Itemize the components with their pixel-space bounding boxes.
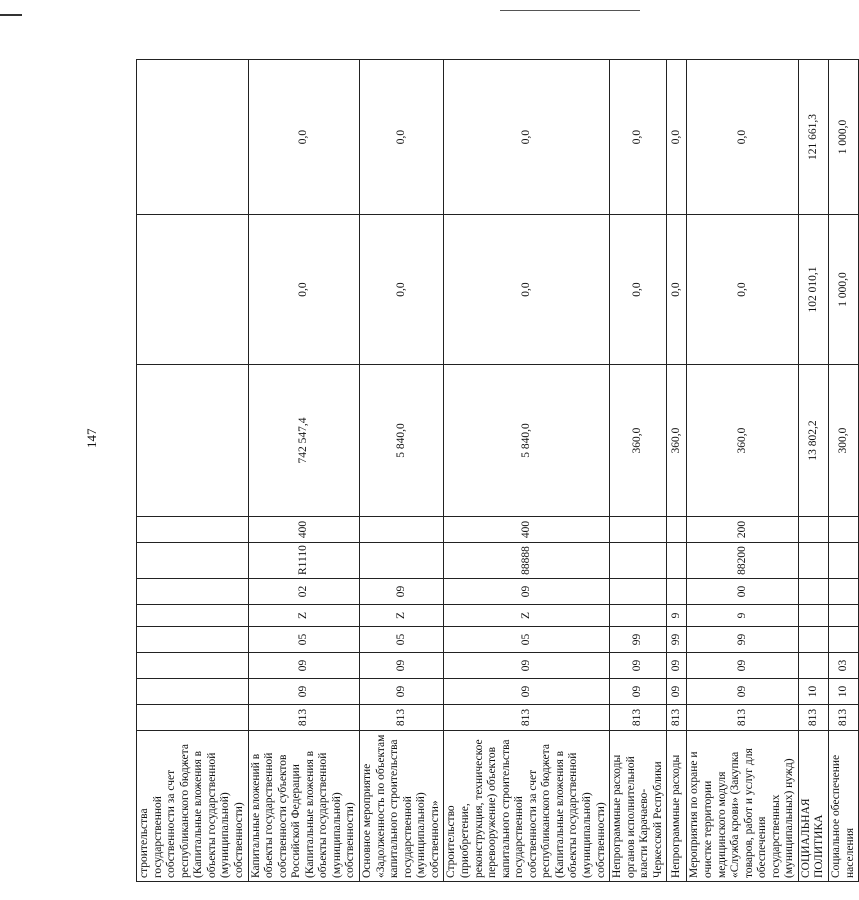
row-name-cell: Социальное обеспечение населения bbox=[829, 731, 859, 882]
code-cell: 99 bbox=[687, 627, 799, 653]
code-cell: 09 bbox=[444, 653, 610, 679]
code-cell: Z bbox=[248, 605, 360, 627]
amount-cell: 1 000,0 bbox=[829, 60, 859, 215]
code-cell bbox=[829, 579, 859, 605]
code-cell: 813 bbox=[444, 705, 610, 731]
amount-cell: 0,0 bbox=[687, 60, 799, 215]
code-cell: 813 bbox=[248, 705, 360, 731]
code-cell: 09 bbox=[360, 579, 444, 605]
code-cell: 09 bbox=[667, 679, 687, 705]
code-cell bbox=[360, 517, 444, 543]
table-body bbox=[137, 60, 859, 882]
code-cell bbox=[137, 705, 249, 731]
code-cell: 09 bbox=[248, 653, 360, 679]
header-rule bbox=[500, 10, 640, 11]
code-cell: 09 bbox=[687, 679, 799, 705]
amount-cell: 0,0 bbox=[610, 215, 667, 365]
scan-edge-mark bbox=[0, 14, 22, 16]
code-cell: 10 bbox=[829, 679, 859, 705]
code-cell: 400 bbox=[444, 517, 610, 543]
code-cell: 09 bbox=[248, 679, 360, 705]
table-row bbox=[137, 60, 249, 882]
amount-cell: 102 010,1 bbox=[798, 215, 828, 365]
rotated-table-wrapper bbox=[136, 60, 856, 882]
row-name-cell: Основное мероприятие «Задолженность по объектам капитального строительства государственной (муниципальной) собственности» bbox=[360, 731, 444, 882]
code-cell: 9 bbox=[687, 605, 799, 627]
table-row bbox=[610, 60, 667, 882]
row-name-cell: строительства государственной собственности за счет республиканского бюджета (Капитальные вложения в объекты государственной (муниципальной) собственности) bbox=[137, 731, 249, 882]
table-row bbox=[444, 60, 610, 882]
table-row bbox=[667, 60, 687, 882]
code-cell: 813 bbox=[798, 705, 828, 731]
code-cell: 09 bbox=[687, 653, 799, 679]
amount-cell: 0,0 bbox=[444, 215, 610, 365]
code-cell: 09 bbox=[610, 653, 667, 679]
code-cell: 813 bbox=[829, 705, 859, 731]
code-cell bbox=[360, 543, 444, 579]
code-cell bbox=[137, 517, 249, 543]
amount-cell: 0,0 bbox=[248, 215, 360, 365]
code-cell bbox=[829, 517, 859, 543]
code-cell: 09 bbox=[444, 579, 610, 605]
amount-cell: 0,0 bbox=[248, 60, 360, 215]
code-cell: 9 bbox=[667, 605, 687, 627]
amount-cell: 5 840,0 bbox=[444, 365, 610, 517]
code-cell bbox=[137, 605, 249, 627]
amount-cell: 0,0 bbox=[444, 60, 610, 215]
amount-cell: 0,0 bbox=[360, 60, 444, 215]
table-row bbox=[360, 60, 444, 882]
code-cell: 05 bbox=[444, 627, 610, 653]
row-name-cell: Непрограммные расходы bbox=[667, 731, 687, 882]
amount-cell: 360,0 bbox=[687, 365, 799, 517]
code-cell bbox=[137, 543, 249, 579]
table-row bbox=[829, 60, 859, 882]
code-cell: 00 bbox=[687, 579, 799, 605]
code-cell: 400 bbox=[248, 517, 360, 543]
amount-cell: 13 802,2 bbox=[798, 365, 828, 517]
amount-cell: 742 547,4 bbox=[248, 365, 360, 517]
code-cell: 88200 bbox=[687, 543, 799, 579]
code-cell bbox=[667, 543, 687, 579]
code-cell: 88888 bbox=[444, 543, 610, 579]
code-cell bbox=[798, 653, 828, 679]
row-name-cell: Непрограммные расходы органов исполнительной власти Карачаево-Черкесской Республики bbox=[610, 731, 667, 882]
code-cell: 09 bbox=[667, 653, 687, 679]
code-cell bbox=[137, 579, 249, 605]
row-name-cell: Мероприятия по охране и очистке территории медицинского модуля «Служба крови» (Закупка товаров, работ и услуг для обеспечения государственных (муниципальных) нужд) bbox=[687, 731, 799, 882]
code-cell: Z bbox=[360, 605, 444, 627]
table-row bbox=[248, 60, 360, 882]
amount-cell: 121 661,3 bbox=[798, 60, 828, 215]
code-cell bbox=[798, 627, 828, 653]
table-row bbox=[798, 60, 828, 882]
code-cell bbox=[610, 517, 667, 543]
code-cell: 09 bbox=[444, 679, 610, 705]
page-number: 147 bbox=[84, 428, 99, 448]
code-cell: 09 bbox=[360, 653, 444, 679]
code-cell: 09 bbox=[360, 679, 444, 705]
code-cell: 03 bbox=[829, 653, 859, 679]
code-cell: 99 bbox=[610, 627, 667, 653]
code-cell: R1110 bbox=[248, 543, 360, 579]
code-cell bbox=[667, 517, 687, 543]
code-cell bbox=[610, 605, 667, 627]
code-cell: 05 bbox=[360, 627, 444, 653]
code-cell bbox=[137, 679, 249, 705]
code-cell: 09 bbox=[610, 679, 667, 705]
amount-cell: 360,0 bbox=[667, 365, 687, 517]
code-cell bbox=[798, 543, 828, 579]
amount-cell: 0,0 bbox=[667, 215, 687, 365]
code-cell bbox=[798, 579, 828, 605]
code-cell bbox=[798, 605, 828, 627]
code-cell bbox=[798, 517, 828, 543]
code-cell bbox=[610, 543, 667, 579]
code-cell: 200 bbox=[687, 517, 799, 543]
code-cell: 10 bbox=[798, 679, 828, 705]
code-cell: 05 bbox=[248, 627, 360, 653]
budget-table bbox=[136, 59, 859, 882]
code-cell: 813 bbox=[667, 705, 687, 731]
code-cell bbox=[610, 579, 667, 605]
amount-cell bbox=[137, 365, 249, 517]
code-cell bbox=[667, 579, 687, 605]
code-cell: 99 bbox=[667, 627, 687, 653]
amount-cell: 0,0 bbox=[687, 215, 799, 365]
amount-cell: 300,0 bbox=[829, 365, 859, 517]
code-cell bbox=[829, 543, 859, 579]
amount-cell: 1 000,0 bbox=[829, 215, 859, 365]
code-cell bbox=[829, 627, 859, 653]
code-cell: 813 bbox=[687, 705, 799, 731]
code-cell bbox=[829, 605, 859, 627]
code-cell: Z bbox=[444, 605, 610, 627]
row-name-cell: Капитальные вложений в объекты государственной собственности субъектов Российской Федерации (Капитальные вложения в объекты государственной (муниципальной) собственности) bbox=[248, 731, 360, 882]
amount-cell: 0,0 bbox=[667, 60, 687, 215]
amount-cell: 360,0 bbox=[610, 365, 667, 517]
code-cell bbox=[137, 653, 249, 679]
row-name-cell: СОЦИАЛЬНАЯ ПОЛИТИКА bbox=[798, 731, 828, 882]
amount-cell bbox=[137, 215, 249, 365]
table-row bbox=[687, 60, 799, 882]
row-name-cell: Строительство (приобретение, реконструкция, техническое перевооружение) объектов капитального строительства государственной собственности за счет республиканского бюджета (Капитальные вложения в объекты государственной (муниципальной) собственности) bbox=[444, 731, 610, 882]
amount-cell: 5 840,0 bbox=[360, 365, 444, 517]
amount-cell: 0,0 bbox=[610, 60, 667, 215]
amount-cell bbox=[137, 60, 249, 215]
code-cell: 813 bbox=[360, 705, 444, 731]
code-cell: 813 bbox=[610, 705, 667, 731]
amount-cell: 0,0 bbox=[360, 215, 444, 365]
code-cell bbox=[137, 627, 249, 653]
code-cell: 02 bbox=[248, 579, 360, 605]
